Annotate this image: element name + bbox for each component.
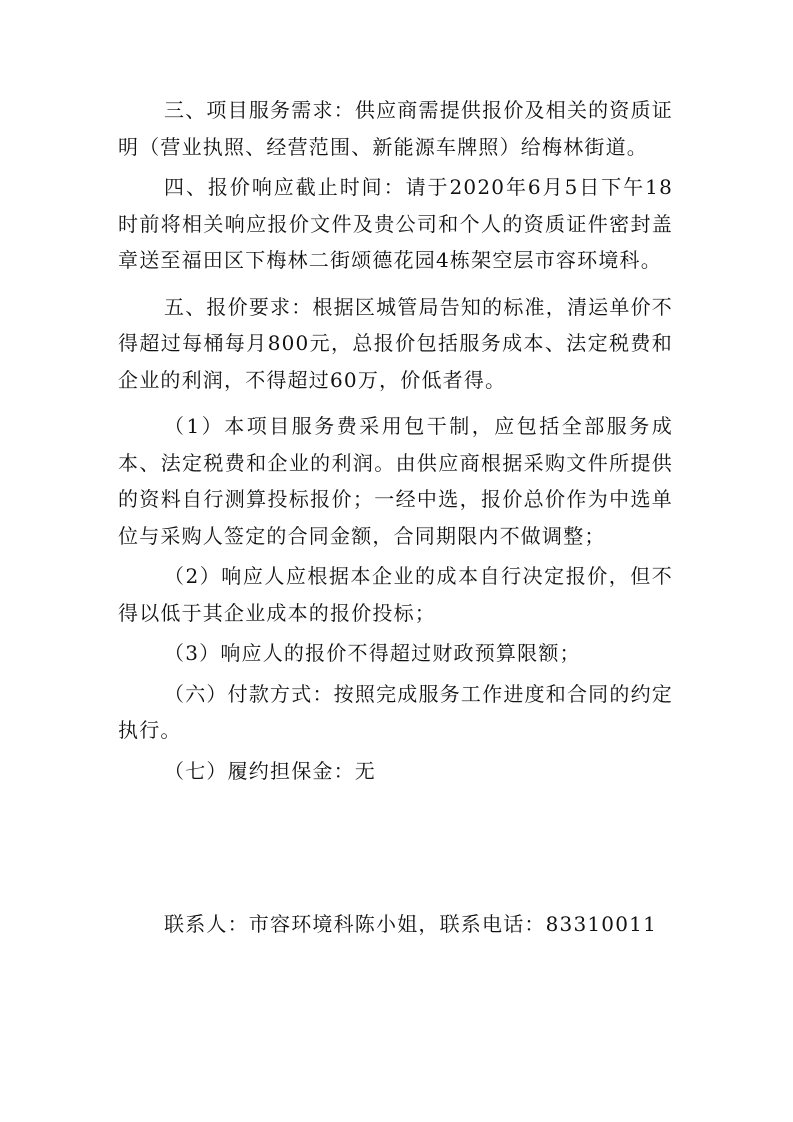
item-3-budget-limit: （3）响应人的报价不得超过财政预算限额； xyxy=(164,641,581,665)
document-body xyxy=(118,92,673,789)
item-2-cost-terms: （2）响应人应根据本企业的成本自行决定报价，但不得以低于其企业成本的报价投标； xyxy=(118,564,673,625)
section-5-quotation-requirements: 五、报价要求：根据区城管局告知的标准，清运单价不得超过每桶每月800元，总报价包括服务成本、法定税费和企业的利润，不得超过60万，价低者得。 xyxy=(118,294,673,392)
section-6-payment-method: （六）付款方式：按照完成服务工作进度和合同的约定执行。 xyxy=(118,681,673,742)
section-4-deadline: 四、报价响应截止时间：请于2020年6月5日下午18时前将相关响应报价文件及贵公司和个人的资质证件密封盖章送至福田区下梅林二街颂德花园4栋架空层市容环境科。 xyxy=(118,175,673,272)
section-7-performance-bond: （七）履约担保金：无 xyxy=(164,758,376,783)
section-3-service-requirements: 三、项目服务需求：供应商需提供报价及相关的资质证明（营业执照、经营范围、新能源车牌照）给梅林街道。 xyxy=(118,98,673,159)
item-1-fee-terms: （1）本项目服务费采用包干制，应包括全部服务成本、法定税费和企业的利润。由供应商根据采购文件所提供的资料自行测算投标报价；一经中选，报价总价作为中选单位与采购人签定的合同金额，合同期限内不做调整； xyxy=(118,414,673,548)
contact-info: 联系人：市容环境科陈小姐，联系电话：83310011 xyxy=(164,912,657,936)
